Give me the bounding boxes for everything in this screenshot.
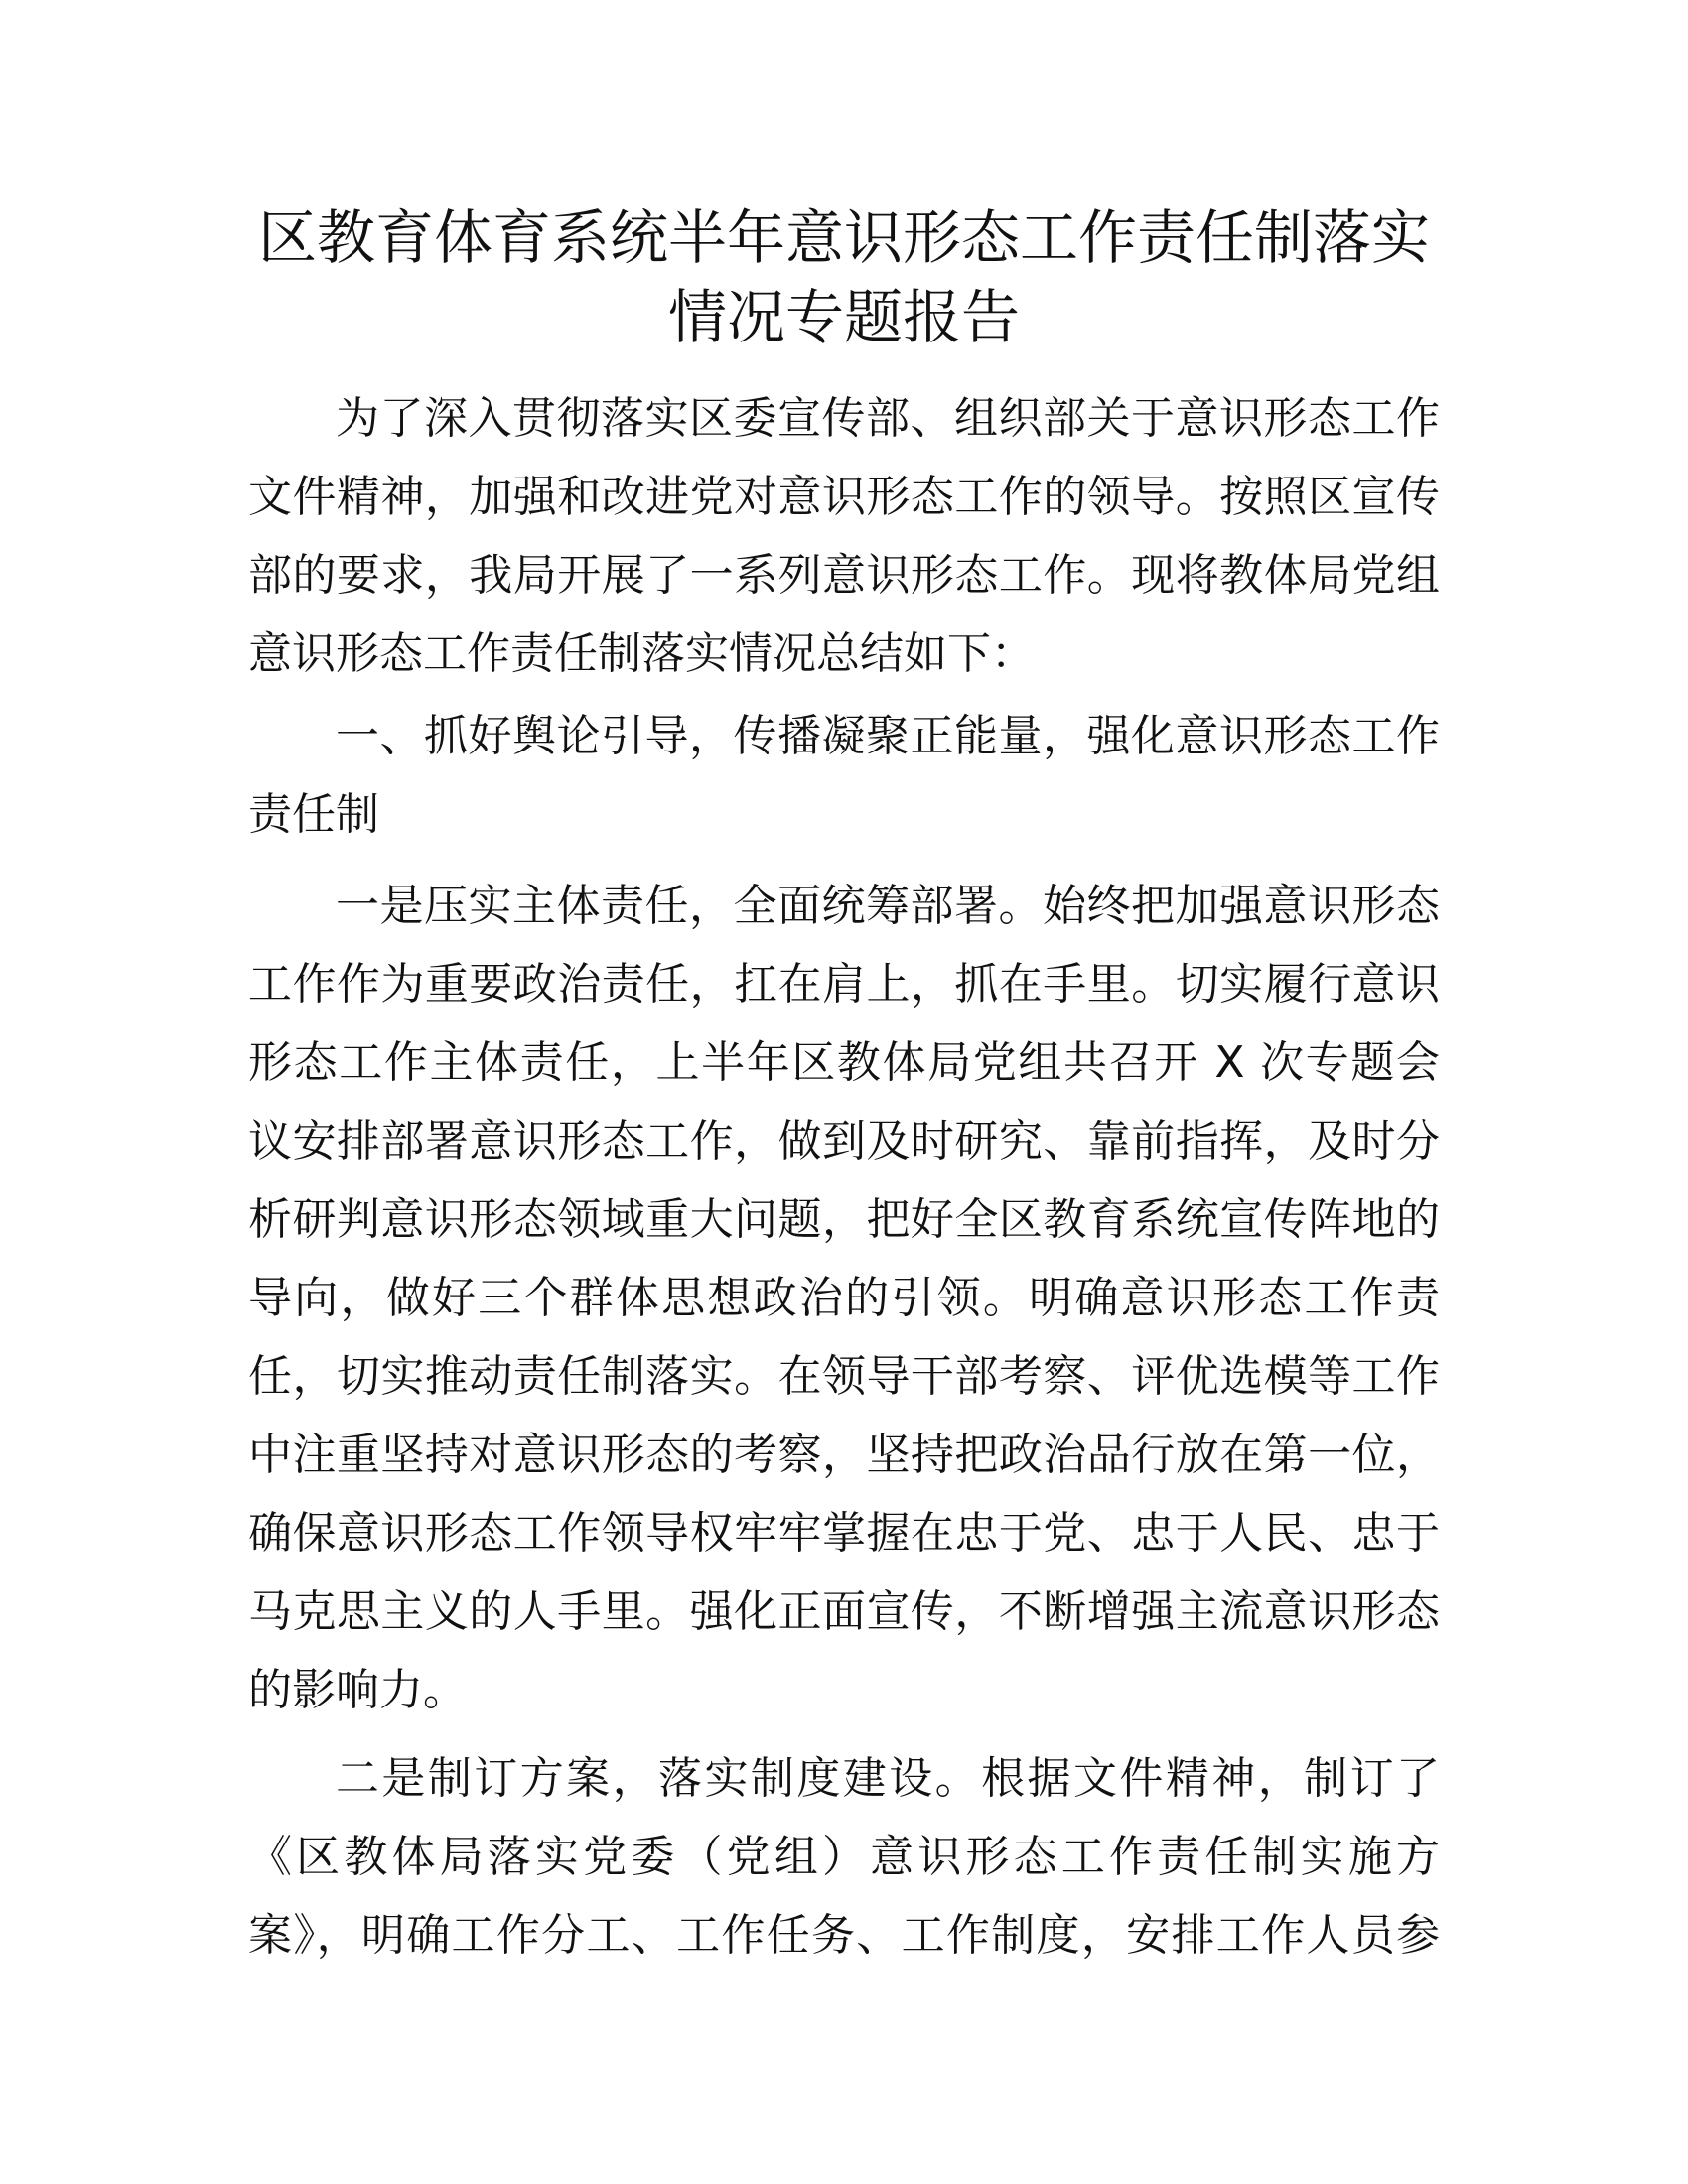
- paragraph-line: 中注重坚持对意识形态的考察，坚持把政治品行放在第一位，: [248, 1430, 1440, 1480]
- paragraph-line: 马克思主义的人手里。强化正面宣传，不断增强主流意识形态: [248, 1586, 1440, 1637]
- document-title-line-1: 区教育体育系统半年意识形态工作责任制落实: [257, 204, 1430, 272]
- paragraph-line: 形态工作主体责任，上半年区教体局党组共召开 X 次专题会: [248, 1037, 1440, 1088]
- section-heading-1: [248, 697, 1440, 854]
- paragraph-line: 案》，明确工作分工、工作任务、工作制度，安排工作人员参: [248, 1910, 1440, 1961]
- paragraph-line: 的影响力。: [248, 1665, 467, 1715]
- paragraph-line: 任，切实推动责任制落实。在领导干部考察、评优选模等工作: [248, 1351, 1440, 1402]
- paragraph-line: 工作作为重要政治责任，扛在肩上，抓在手里。切实履行意识: [248, 959, 1440, 1010]
- paragraph-line: 一、抓好舆论引导，传播凝聚正能量，强化意识形态工作: [336, 711, 1440, 761]
- paragraph-system-building: [248, 1739, 1440, 1975]
- paragraph-line: 《区教体局落实党委（党组）意识形态工作责任制实施方: [248, 1832, 1440, 1882]
- paragraph-line: 导向，做好三个群体思想政治的引领。明确意识形态工作责: [248, 1273, 1440, 1323]
- paragraph-line: 责任制: [248, 789, 379, 840]
- paragraph-line: 为了深入贯彻落实区委宣传部、组织部关于意识形态工作: [336, 393, 1440, 444]
- paragraph-line: 文件精神，加强和改进党对意识形态工作的领导。按照区宣传: [248, 472, 1440, 522]
- paragraph-line: 一是压实主体责任，全面统筹部署。始终把加强意识形态: [336, 881, 1440, 931]
- paragraph-line: 析研判意识形态领域重大问题，把好全区教育系统宣传阵地的: [248, 1194, 1440, 1245]
- paragraph-line: 二是制订方案，落实制度建设。根据文件精神，制订了: [336, 1753, 1440, 1804]
- paragraph-line: 确保意识形态工作领导权牢牢掌握在忠于党、忠于人民、忠于: [248, 1508, 1440, 1559]
- paragraph-line: 部的要求，我局开展了一系列意识形态工作。现将教体局党组: [248, 550, 1440, 601]
- paragraph-responsibility: [248, 867, 1440, 1729]
- paragraph-line: 议安排部署意识形态工作，做到及时研究、靠前指挥，及时分: [248, 1116, 1440, 1166]
- document-title-line-2: 情况专题报告: [667, 283, 1020, 351]
- paragraph-intro: [248, 379, 1440, 693]
- paragraph-line: 意识形态工作责任制落实情况总结如下：: [248, 628, 1035, 679]
